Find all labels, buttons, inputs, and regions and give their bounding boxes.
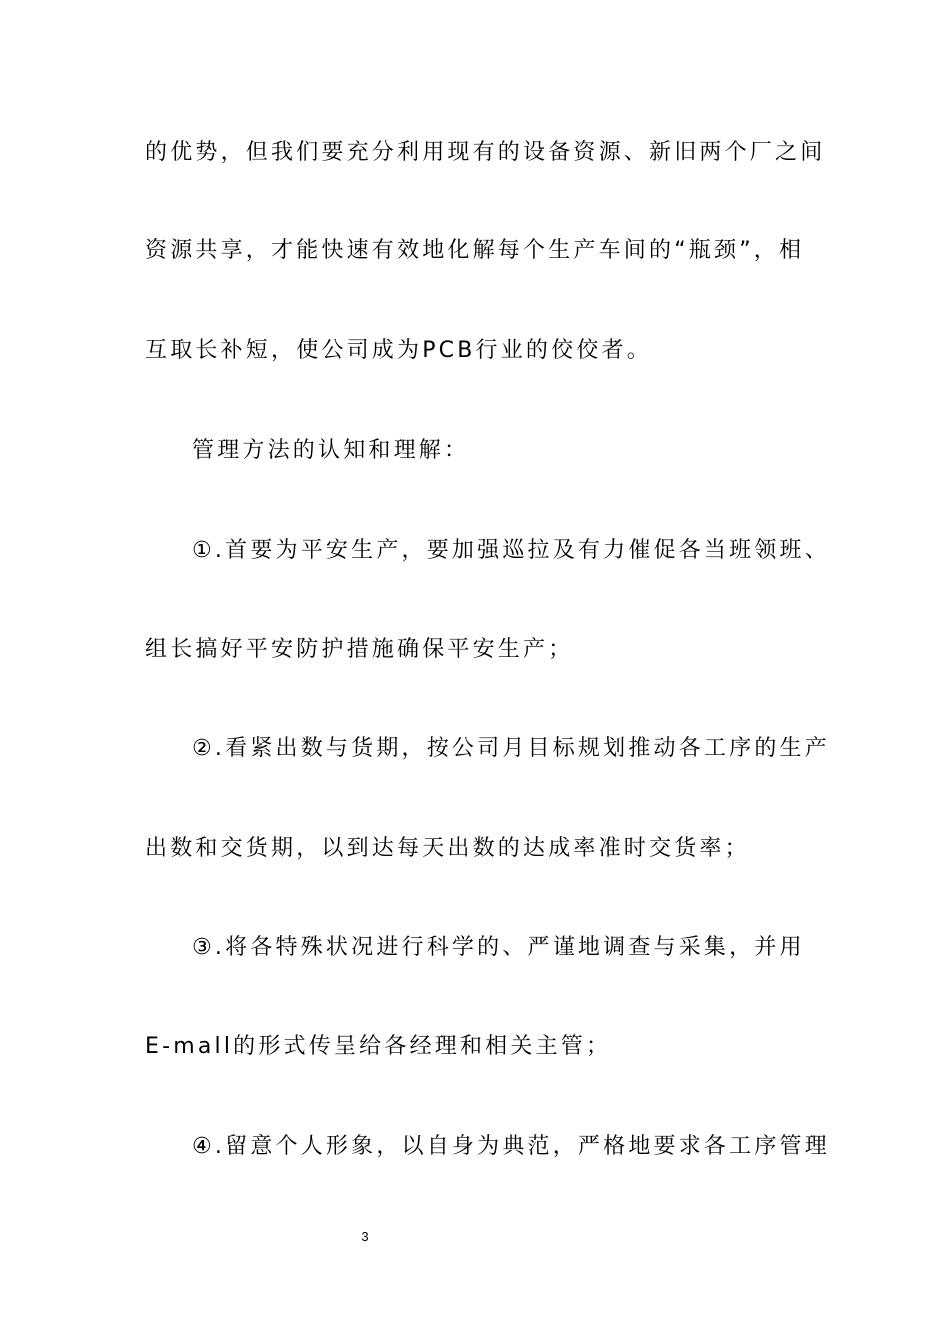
paragraph-line-3: 互取长补短，使公司成为PCB行业的佼佼者。 (145, 338, 652, 363)
list-item-4-line-1: ④.留意个人形象，以自身为典范，严格地要求各工序管理 (192, 1134, 830, 1159)
list-item-3-line-2: E-mall的形式传呈给各经理和相关主管； (145, 1034, 612, 1059)
list-item-2-line-2: 出数和交货期，以到达每天出数的达成率准时交货率； (145, 836, 750, 861)
section-heading: 管理方法的认知和理解： (192, 438, 470, 463)
paragraph-line-2: 资源共享，才能快速有效地化解每个生产车间的“瓶颈”，相 (145, 238, 805, 263)
paragraph-line-1: 的优势，但我们要充分利用现有的设备资源、新旧两个厂之间 (145, 140, 826, 165)
list-item-3-line-1: ③.将各特殊状况进行科学的、严谨地调查与采集，并用 (192, 935, 805, 960)
list-item-2-line-1: ②.看紧出数与货期，按公司月目标规划推动各工序的生产 (192, 736, 830, 761)
list-item-1-line-1: ①.首要为平安生产，要加强巡拉及有力催促各当班领班、 (192, 538, 830, 563)
list-item-1-line-2: 组长搞好平安防护措施确保平安生产； (145, 637, 574, 662)
page-number: 3 (361, 1229, 369, 1244)
